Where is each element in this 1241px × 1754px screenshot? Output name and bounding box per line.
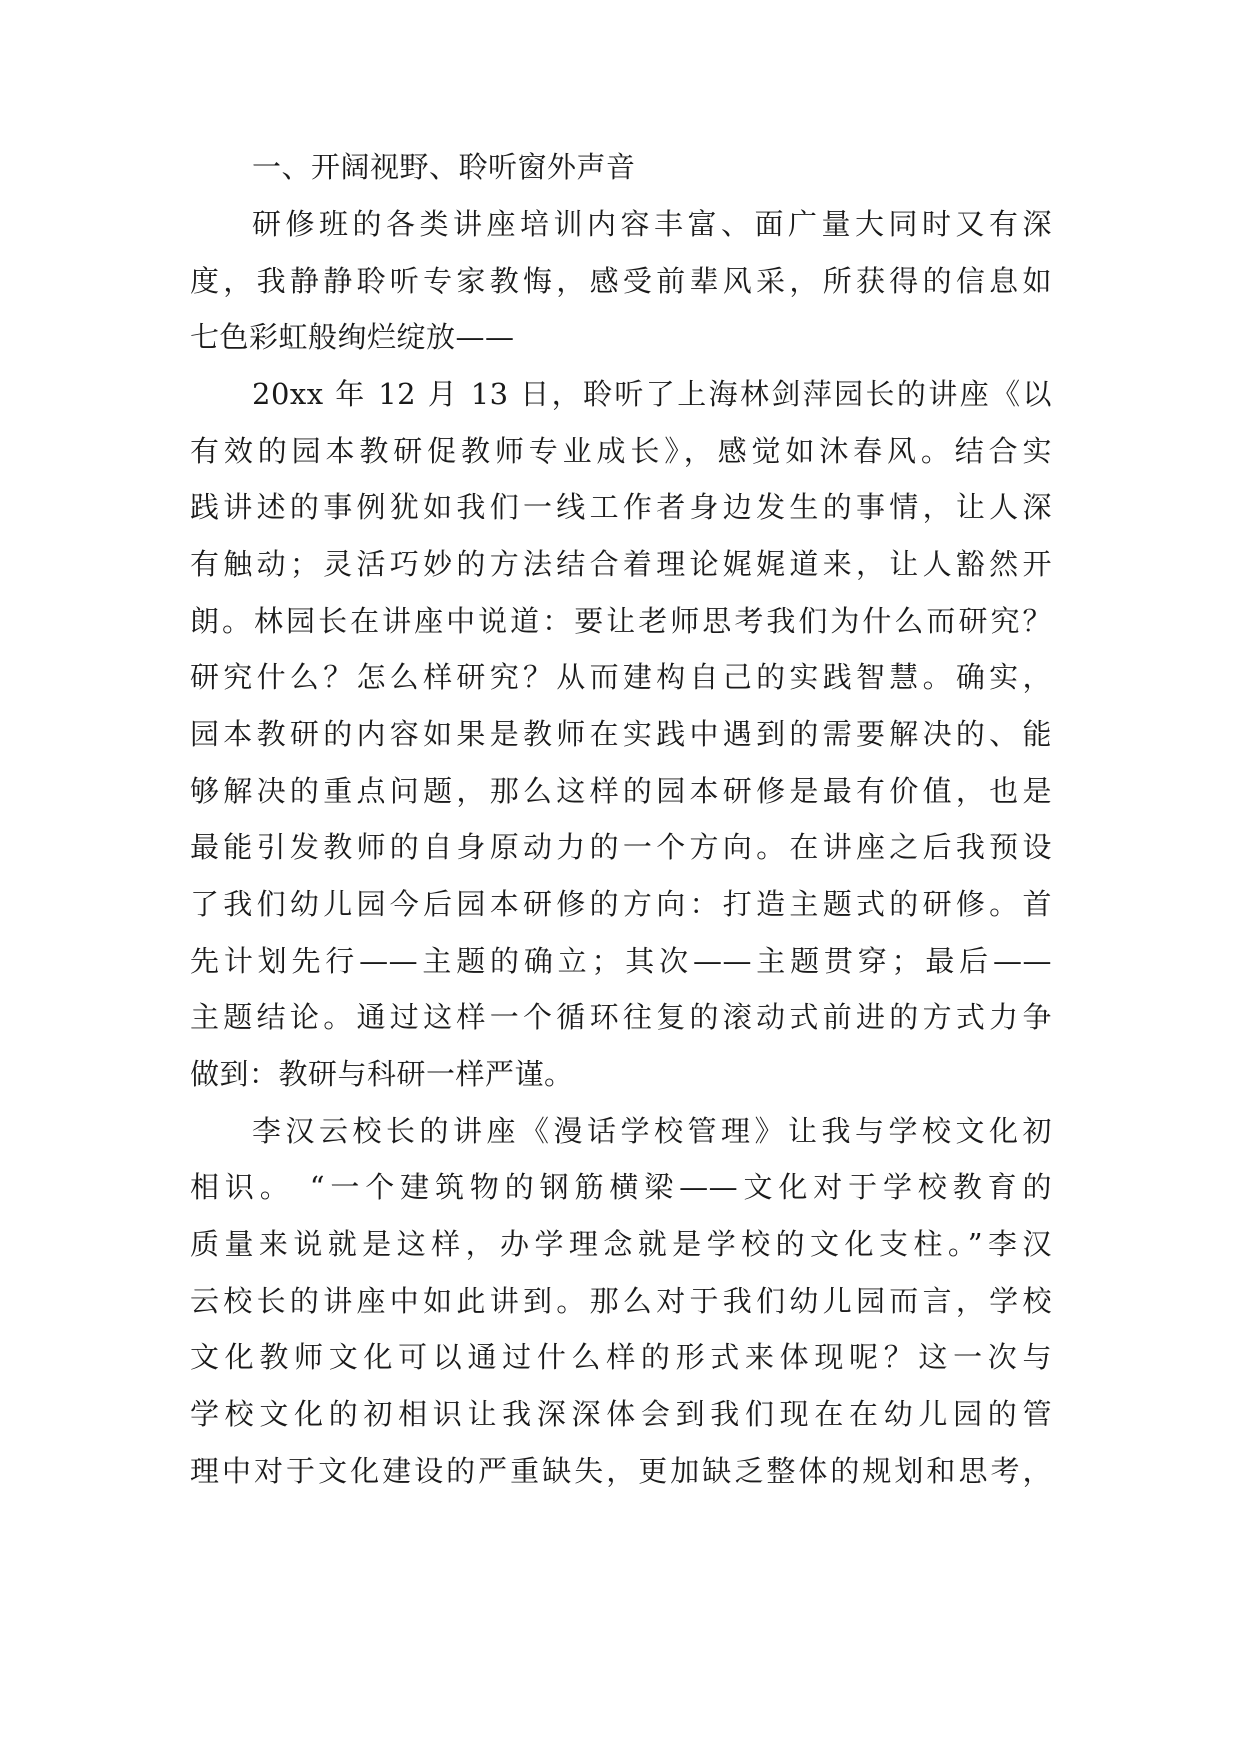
paragraph-2-line-9: 最能引发教师的自身原动力的一个方向。在讲座之后我预设 [190,830,1052,864]
paragraph-3-line-4: 云校长的讲座中如此讲到。那么对于我们幼儿园而言，学校 [190,1284,1052,1318]
paragraph-2-line-7: 园本教研的内容如果是教师在实践中遇到的需要解决的、能 [190,717,1052,751]
paragraph-2-line-11: 先计划先行——主题的确立；其次——主题贯穿；最后—— [190,944,1052,978]
paragraph-3-line-3: 质量来说就是这样，办学理念就是学校的文化支柱。”李汉 [190,1227,1052,1261]
paragraph-2-line-13: 做到：教研与科研一样严谨。 [190,1057,574,1091]
paragraph-2-line-4: 有触动；灵活巧妙的方法结合着理论娓娓道来，让人豁然开 [190,547,1052,581]
paragraph-1-line-2: 度，我静静聆听专家教悔，感受前辈风采，所获得的信息如 [190,264,1052,298]
paragraph-3-line-7: 理中对于文化建设的严重缺失，更加缺乏整体的规划和思考， [190,1454,1052,1488]
paragraph-2-line-2: 有效的园本教研促教师专业成长》，感觉如沐春风。结合实 [190,434,1052,468]
paragraph-2-line-8: 够解决的重点问题，那么这样的园本研修是最有价值，也是 [190,774,1052,808]
paragraph-2-line-10: 了我们幼儿园今后园本研修的方向：打造主题式的研修。首 [190,887,1052,921]
paragraph-2-line-5: 朗。林园长在讲座中说道：要让老师思考我们为什么而研究？ [190,604,1052,638]
paragraph-3-line-6: 学校文化的初相识让我深深体会到我们现在在幼儿园的管 [190,1397,1052,1431]
paragraph-1-line-3: 七色彩虹般绚烂绽放—— [190,320,515,354]
paragraph-1-line-1: 研修班的各类讲座培训内容丰富、面广量大同时又有深 [252,207,1052,241]
section-heading: 一、开阔视野、聆听窗外声音 [252,150,636,184]
paragraph-2-line-6: 研究什么？怎么样研究？从而建构自己的实践智慧。确实， [190,660,1052,694]
paragraph-3-line-2: 相识。 “一个建筑物的钢筋横梁——文化对于学校教育的 [190,1170,1052,1204]
paragraph-2-line-12: 主题结论。通过这样一个循环往复的滚动式前进的方式力争 [190,1000,1052,1034]
paragraph-3-line-5: 文化教师文化可以通过什么样的形式来体现呢？这一次与 [190,1340,1052,1374]
paragraph-3-line-1: 李汉云校长的讲座《漫话学校管理》让我与学校文化初 [252,1114,1052,1148]
paragraph-2-line-3: 践讲述的事例犹如我们一线工作者身边发生的事情，让人深 [190,490,1052,524]
paragraph-2-line-1: 20xx 年 12 月 13 日，聆听了上海林剑萍园长的讲座《以 [252,377,1052,411]
